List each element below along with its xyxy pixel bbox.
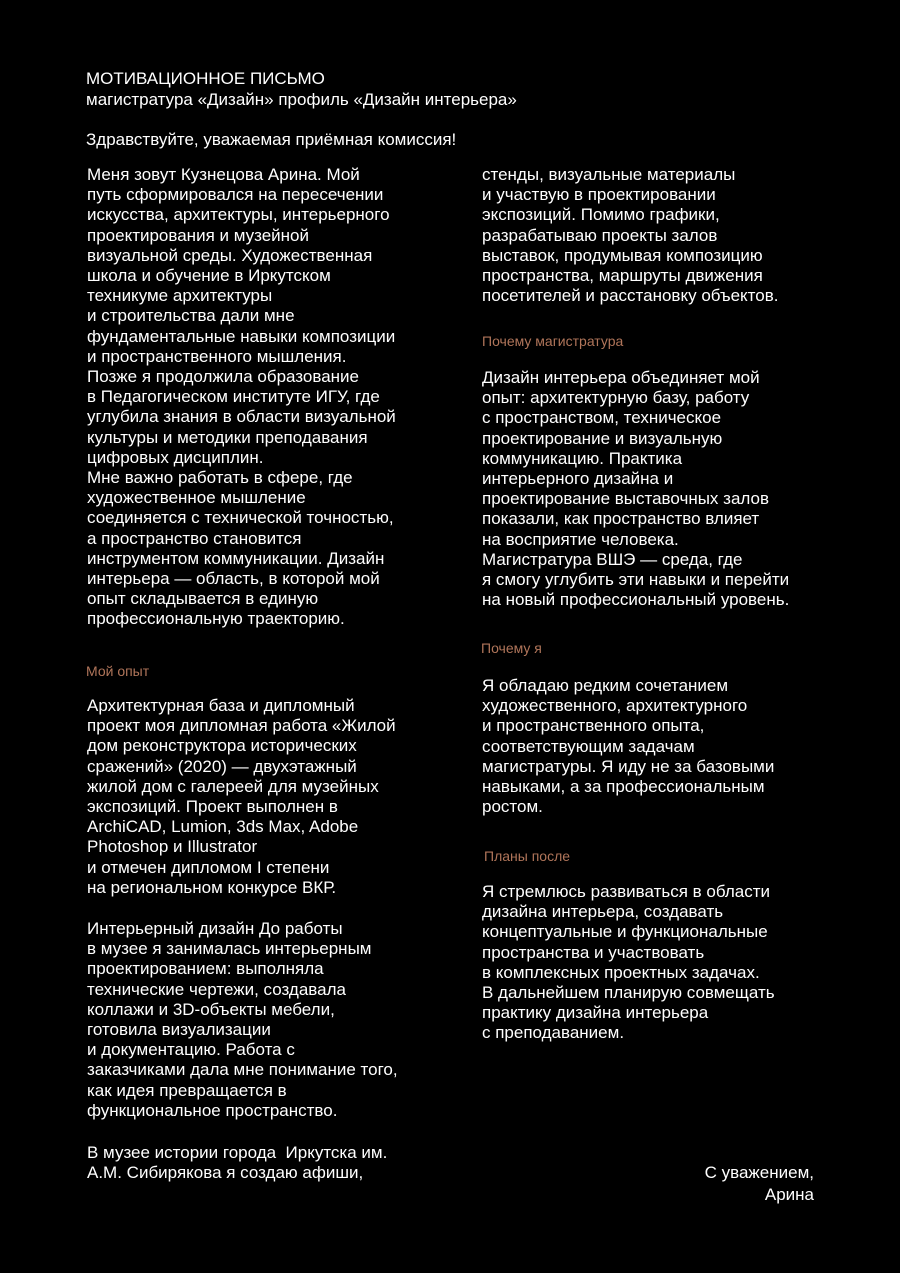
greeting: Здравствуйте, уважаемая приёмная комиссия! [86, 130, 457, 149]
experience-heading: Мой опыт [86, 663, 150, 679]
letter-subtitle: магистратура «Дизайн» профиль «Дизайн интерьера» [86, 90, 517, 109]
experience-paragraph-architecture: Архитектурная база и дипломный проект моя дипломная работа «Жилой дом реконструктора исторических сражений» (2020) — двухэтажный жилой дом с галереей для музейных экспозиций. Проект выполнен в ArchiCAD, Lumion, 3ds Max, Adobe Photoshop и Illustrator и отмечен дипломом I степени на региональном конкурсе ВКР. [87, 696, 396, 897]
experience-paragraph-interior: Интерьерный дизайн До работы в музее я занималась интерьерным проектированием: выполняла технические чертежи, создавала коллажи и 3D-объекты мебели, готовила визуализации и документацию. Работа с заказчиками дала мне понимание того, как идея превращается в функциональное пространство. [87, 919, 398, 1120]
museum-continuation-paragraph: стенды, визуальные материалы и участвую в проектировании экспозиций. Помимо графики, разрабатываю проекты залов выставок, продумывая композицию пространства, маршруты движения посетителей и расстановку объектов. [482, 165, 779, 306]
letter-title: МОТИВАЦИОННОЕ ПИСЬМО [86, 69, 325, 88]
why-masters-paragraph: Дизайн интерьера объединяет мой опыт: архитектурную базу, работу с пространством, техническое проектирование и визуальную коммуникацию. Практика интерьерного дизайна и проектирование выставочных залов показали, как пространство влияет на восприятие человека. Магистратура ВШЭ — среда, где я смогу углубить эти навыки и перейти на новый профессиональный уровень. [482, 368, 790, 610]
why-me-heading: Почему я [481, 640, 542, 656]
intro-paragraph: Меня зовут Кузнецова Арина. Мой путь сформировался на пересечении искусства, архитектуры, интерьерного проектирования и музейной визуальной среды. Художественная школа и обучение в Иркутском техникуме архитектуры и строительства дали мне фундаментальные навыки композиции и пространственного мышления. Позже я продолжила образование в Педагогическом институте ИГУ, где углубила знания в области визуальной культуры и методики преподавания цифровых дисциплин. Мне важно работать в сфере, где художественное мышление соединяется с технической точностью, а пространство становится инструментом коммуникации. Дизайн интерьера — область, в которой мой опыт складывается в единую профессиональную траекторию. [87, 165, 396, 629]
why-me-paragraph: Я обладаю редким сочетанием художественного, архитектурного и пространственного опыта, соответствующим задачам магистратуры. Я иду не за базовыми навыками, а за профессиональным ростом. [482, 676, 775, 817]
plans-heading: Планы после [484, 848, 571, 864]
signature-name: Арина [764, 1185, 814, 1204]
plans-paragraph: Я стремлюсь развиваться в области дизайна интерьера, создавать концептуальные и функциональные пространства и участвовать в комплексных проектных задачах. В дальнейшем планирую совмещать практику дизайна интерьера с преподаванием. [482, 882, 775, 1043]
signature-closing: С уважением, [704, 1163, 814, 1182]
experience-paragraph-museum: В музее истории города Иркутска им. А.М. Сибирякова я создаю афиши, [87, 1143, 388, 1183]
why-masters-heading: Почему магистратура [482, 333, 624, 349]
